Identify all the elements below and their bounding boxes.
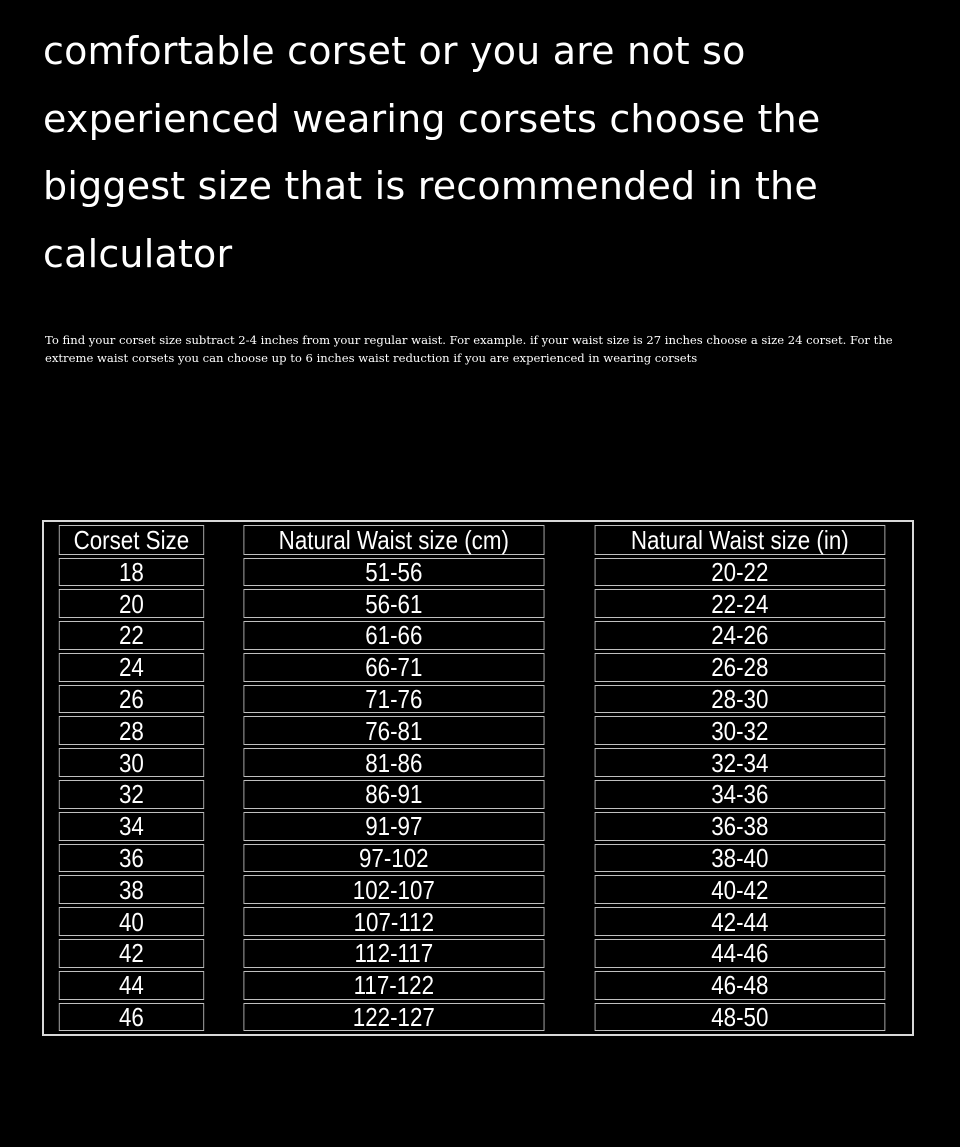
table-row bbox=[47, 971, 909, 1000]
cell-waist-cm: 71-76 bbox=[243, 685, 544, 714]
cell-corset-size: 22 bbox=[59, 621, 204, 650]
cell-waist-cm: 122-127 bbox=[243, 1003, 544, 1032]
header-waist-in: Natural Waist size (in) bbox=[595, 525, 885, 555]
cell-waist-cm: 61-66 bbox=[243, 621, 544, 650]
cell-corset-size: 38 bbox=[59, 875, 204, 904]
cell-corset-size: 28 bbox=[59, 716, 204, 745]
table-row bbox=[47, 589, 909, 618]
cell-waist-cm: 51-56 bbox=[243, 558, 544, 587]
heading-line: calculator bbox=[43, 231, 233, 276]
cell-corset-size: 42 bbox=[59, 939, 204, 968]
cell-waist-cm: 97-102 bbox=[243, 844, 544, 873]
cell-waist-cm: 91-97 bbox=[243, 812, 544, 841]
table-row bbox=[47, 1003, 909, 1032]
heading-text bbox=[43, 18, 923, 288]
cell-waist-cm: 112-117 bbox=[243, 939, 544, 968]
cell-waist-cm: 107-112 bbox=[243, 907, 544, 936]
corset-size-table bbox=[42, 520, 914, 1036]
table-row bbox=[47, 939, 909, 968]
table-row bbox=[47, 748, 909, 777]
cell-corset-size: 44 bbox=[59, 971, 204, 1000]
header-corset-size: Corset Size bbox=[59, 525, 204, 555]
table-body bbox=[47, 558, 909, 1032]
cell-waist-in: 34-36 bbox=[595, 780, 885, 809]
table-row bbox=[47, 812, 909, 841]
instruction-line: extreme waist corsets you can choose up to 6 inches waist reduction if you are experienced in wearing corsets bbox=[45, 351, 698, 365]
cell-waist-in: 24-26 bbox=[595, 621, 885, 650]
cell-waist-in: 32-34 bbox=[595, 748, 885, 777]
cell-corset-size: 32 bbox=[59, 780, 204, 809]
cell-waist-in: 26-28 bbox=[595, 653, 885, 682]
cell-waist-in: 30-32 bbox=[595, 716, 885, 745]
size-instructions bbox=[45, 331, 925, 367]
cell-waist-cm: 102-107 bbox=[243, 875, 544, 904]
table-header-row bbox=[47, 525, 909, 555]
cell-waist-in: 28-30 bbox=[595, 685, 885, 714]
cell-corset-size: 26 bbox=[59, 685, 204, 714]
instruction-line: To find your corset size subtract 2-4 inches from your regular waist. For example. if your waist size is 27 inches choose a size 24 corset. For the bbox=[45, 333, 893, 347]
cell-corset-size: 34 bbox=[59, 812, 204, 841]
table-row bbox=[47, 780, 909, 809]
cell-waist-cm: 76-81 bbox=[243, 716, 544, 745]
heading-line: experienced wearing corsets choose the bbox=[43, 96, 821, 141]
cell-corset-size: 36 bbox=[59, 844, 204, 873]
cell-waist-in: 46-48 bbox=[595, 971, 885, 1000]
heading-line: comfortable corset or you are not so bbox=[43, 29, 746, 73]
cell-waist-in: 38-40 bbox=[595, 844, 885, 873]
table-row bbox=[47, 621, 909, 650]
cell-corset-size: 24 bbox=[59, 653, 204, 682]
cell-corset-size: 20 bbox=[59, 589, 204, 618]
table-row bbox=[47, 844, 909, 873]
header-waist-cm: Natural Waist size (cm) bbox=[243, 525, 544, 555]
cell-waist-in: 22-24 bbox=[595, 589, 885, 618]
heading-line: biggest size that is recommended in the bbox=[43, 164, 818, 208]
cell-waist-in: 42-44 bbox=[595, 907, 885, 936]
cell-waist-in: 36-38 bbox=[595, 812, 885, 841]
table-row bbox=[47, 558, 909, 587]
cell-corset-size: 46 bbox=[59, 1003, 204, 1032]
table-row bbox=[47, 875, 909, 904]
cell-corset-size: 40 bbox=[59, 907, 204, 936]
cell-corset-size: 18 bbox=[59, 558, 204, 587]
cell-waist-cm: 56-61 bbox=[243, 589, 544, 618]
cell-waist-in: 40-42 bbox=[595, 875, 885, 904]
cell-waist-cm: 86-91 bbox=[243, 780, 544, 809]
cell-waist-in: 48-50 bbox=[595, 1003, 885, 1032]
table-row bbox=[47, 653, 909, 682]
cell-waist-in: 44-46 bbox=[595, 939, 885, 968]
cell-waist-cm: 117-122 bbox=[243, 971, 544, 1000]
table-row bbox=[47, 907, 909, 936]
cell-waist-cm: 81-86 bbox=[243, 748, 544, 777]
cell-waist-in: 20-22 bbox=[595, 558, 885, 587]
table-row bbox=[47, 685, 909, 714]
cell-corset-size: 30 bbox=[59, 748, 204, 777]
table-row bbox=[47, 716, 909, 745]
cell-waist-cm: 66-71 bbox=[243, 653, 544, 682]
